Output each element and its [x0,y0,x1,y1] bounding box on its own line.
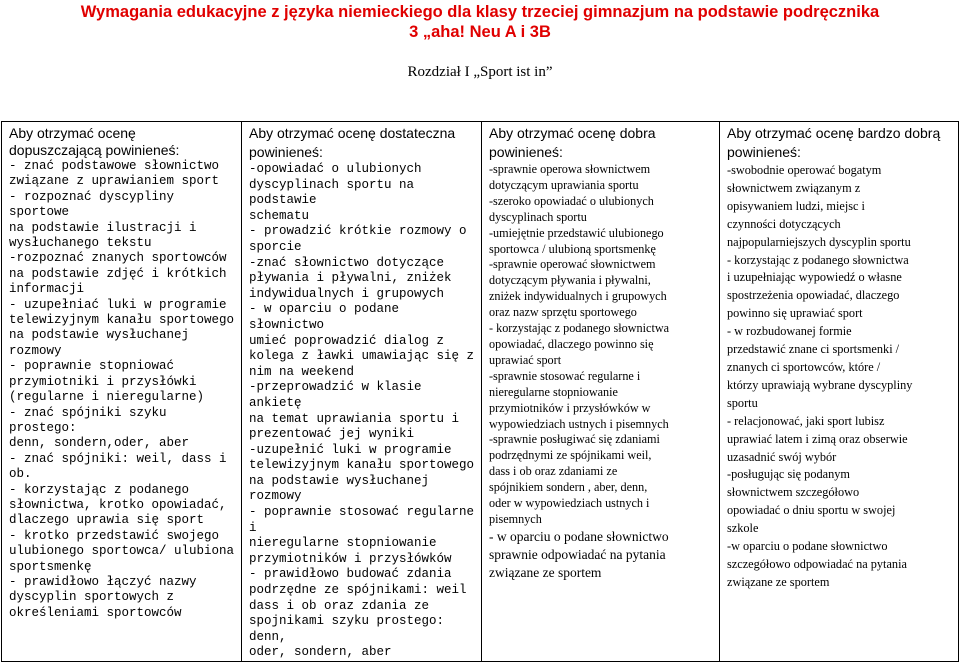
requirement-line: - korzystając z podanego słownictwa [727,252,909,267]
requirement-line: sportowca / ulubioną sportsmenkę [489,241,656,256]
requirement-line: - relacjonować, jaki sport lubisz [727,413,885,428]
requirement-line: znanych ci sportowców, które / [727,359,881,374]
requirement-line: związane z uprawianiem sport [9,174,220,189]
requirement-line: dlaczego uprawia się sport [9,513,205,528]
requirement-line: -opowiadać o ulubionych [249,162,422,176]
requirement-line: uprawiać latem i zimą oraz obserwie [727,431,908,446]
requirement-line: zniżek indywidualnych i grupowych [489,289,667,304]
requirement-line: -swobodnie operować bogatym [727,163,882,177]
requirement-line: przedstawić znane ci sportsmenki / [727,342,900,357]
document-title-line-1: Wymagania edukacyjne z języka niemieckiego dla klasy trzeciej gimnazjum na podstawie podręcznika [80,3,880,21]
requirement-line: spójnikiem sondern , aber, denn, [489,480,648,495]
requirement-line: i uzupełniając wypowiedź o własne [727,270,902,285]
requirement-line: -znać słownictwo dotyczące [249,255,445,270]
requirement-line: - w oparciu o podane słownictwo [489,528,669,544]
column-lines [489,162,715,582]
requirement-line: oder, sondern, aber [249,645,392,660]
requirement-line: spostrzeżenia opowiadać, dlaczego [727,288,900,303]
requirement-line: na podstawie wysłuchanej [249,473,430,488]
column-heading: powinieneś: [727,143,801,160]
requirement-line: - korzystając z podanego słownictwa [489,321,670,336]
requirement-line: -sprawnie stosować regularne i [489,368,641,383]
requirement-line: - uzupełniać luki w programie [9,297,227,312]
requirement-line: -przeprowadzić w klasie ankietę [249,380,422,410]
table-row [2,122,959,662]
requirement-line: - znać podstawowe słownictwo [9,159,220,173]
requirement-line: -umiejętnie przedstawić ulubionego [489,225,664,240]
requirement-line: opowiadać o dniu sportu w swojej [727,503,896,518]
requirement-line: -sprawnie operować słownictwem [489,257,656,272]
requirement-line: na temat uprawiania sportu i [249,411,460,426]
requirement-line: sporcie [249,239,302,254]
column-heading: Aby otrzymać ocenę bardzo dobrą [727,125,941,141]
requirement-line: sprawnie odpowiadać na pytania [489,546,666,562]
requirement-line: umieć poprowadzić dialog z [249,333,445,348]
requirement-line: - w rozbudowanej formie [727,324,852,339]
requirement-line: - prowadzić krótkie rozmowy o [249,224,467,239]
requirement-line: ulubionego sportowca/ ulubiona [9,544,235,559]
requirement-line: słownictwem szczegółowo [727,485,860,500]
grade-column-satisfactory [242,122,482,662]
requirement-line: związane ze sportem [727,574,830,589]
requirement-line: kolega z ławki umawiając się z [249,349,475,364]
requirement-line: nim na weekend [249,364,355,379]
requirement-line: wypowiedziach ustnych i pisemnych [489,416,669,431]
requirements-table [1,121,959,662]
grade-column-sufficient [2,122,242,662]
requirement-line: dotyczącym pływania i pływalni, [489,273,651,288]
requirement-line: którzy uprawiają wybrane dyscypliny [727,377,913,392]
requirement-line: -uzupełnić luki w programie [249,442,452,457]
requirement-line: sportsmenkę [9,559,92,574]
requirement-line: - prawidłowo łączyć nazwy [9,574,197,589]
requirement-line: denn, sondern,oder, aber [9,436,190,451]
requirement-line: prezentować jej wyniki [249,427,415,442]
requirement-line: rozmowy [249,489,302,504]
requirement-line: -sprawnie posługiwać się zdaniami [489,432,660,447]
requirement-line: sportu [727,395,758,410]
requirement-line: dass i ob oraz zdaniami ze [489,464,618,479]
requirement-line: -w oparciu o podane słownictwo [727,539,888,554]
requirement-line: szkole [727,521,759,536]
requirement-line: wysłuchanego tekstu [9,236,152,251]
requirement-line: czynności dotyczących [727,216,841,231]
requirement-line: na podstawie zdjęć i krótkich [9,266,227,281]
requirement-line: oder w wypowiedziach ustnych i [489,496,650,511]
requirement-line: oraz nazw sprzętu sportowego [489,305,637,320]
requirement-line: pisemnych [489,511,542,526]
requirement-line: opisywaniem ludzi, miejsc i [727,198,865,213]
column-heading: dopuszczającą powinieneś: [9,142,180,158]
column-lines [249,162,477,661]
requirement-line: dass i ob oraz zdania ze [249,598,430,613]
requirement-line: pływania i pływalni, zniżek [249,271,452,286]
requirement-line: - w oparciu o podane słownictwo [249,302,400,332]
requirement-line: informacji [9,282,85,297]
requirement-line: -szeroko opowiadać o ulubionych [489,193,654,208]
requirement-line: spojnikami szyku prostego: denn, [249,614,445,644]
requirement-line: - krotko przedstawić swojego [9,528,220,543]
requirement-line: telewizyjnym kanału sportowego [249,458,475,473]
chapter-heading: Rozdział I „Sport ist in” [407,64,553,80]
requirement-line: -sprawnie operowa słownictwem [489,162,651,176]
requirement-line: związane ze sportem [489,564,602,580]
column-lines [727,162,954,592]
requirement-line: słownictwa, krotko opowiadać, [9,497,227,512]
requirement-line: określeniami sportowców [9,605,182,620]
column-heading: Aby otrzymać ocenę dobra [489,125,656,141]
requirement-line: podrzędnymi ze spójnikami weil, [489,448,652,463]
requirement-line: - znać spójniki szyku prostego: [9,405,167,435]
requirement-line: - poprawnie stopniować [9,359,175,374]
requirement-line: nieregularne stopniowanie [249,536,437,551]
requirement-line: przymiotniki i przysłówki [9,374,197,389]
requirement-line: na podstawie wysłuchanej [9,328,190,343]
requirement-line: opowiadać, dlaczego powinno się [489,336,654,351]
requirement-line: schematu [249,208,310,223]
column-heading: Aby otrzymać ocenę [9,125,136,141]
requirement-line: uprawiać sport [489,352,562,367]
requirement-line: dyscyplinach sportu na podstawie [249,177,415,208]
requirement-line: najpopularniejszych dyscyplin sportu [727,234,911,249]
requirement-line: rozmowy [9,343,62,358]
requirement-line: słownictwem związanym z [727,180,861,195]
requirement-line: -posługując się podanym [727,467,850,482]
requirement-line: uzasadnić swój wybór [727,449,837,464]
column-heading: Aby otrzymać ocenę dostateczna [249,125,456,141]
requirement-line: - korzystając z podanego [9,482,190,497]
requirement-line: - rozpoznać dyscypliny sportowe [9,189,175,220]
requirement-line: dyscyplinach sportu [489,209,587,224]
column-heading: powinieneś: [249,143,323,160]
requirement-line: podrzędne ze spójnikami: weil [249,583,467,598]
requirement-line: dotyczącym uprawiania sportu [489,177,639,192]
column-lines [9,159,237,621]
requirement-line: przymiotników i przysłówków [249,551,452,566]
requirement-line: na podstawie ilustracji i [9,220,197,235]
column-heading: powinieneś: [489,143,563,160]
requirement-line: telewizyjnym kanału sportowego [9,313,235,328]
document-title-line-2: 3 „aha! Neu A i 3B [409,23,551,41]
requirement-line: - prawidłowo budować zdania [249,567,452,582]
requirement-line: -rozpoznać znanych sportowców [9,251,227,266]
requirement-line: - poprawnie stosować regularne i [249,505,475,535]
requirement-line: - znać spójniki: weil, dass i ob. [9,451,227,482]
requirement-line: nieregularne stopniowanie [489,384,618,399]
requirement-line: powinno się uprawiać sport [727,306,863,321]
grade-column-good [482,122,720,662]
grade-column-very-good [720,122,959,662]
requirement-line: przymiotników i przysłówków w [489,400,651,415]
requirement-line: szczegółowo odpowiadać na pytania [727,556,907,571]
requirement-line: indywidualnych i grupowych [249,286,445,301]
requirement-line: (regularne i nieregularne) [9,390,205,405]
requirement-line: dyscyplin sportowych z [9,590,175,605]
